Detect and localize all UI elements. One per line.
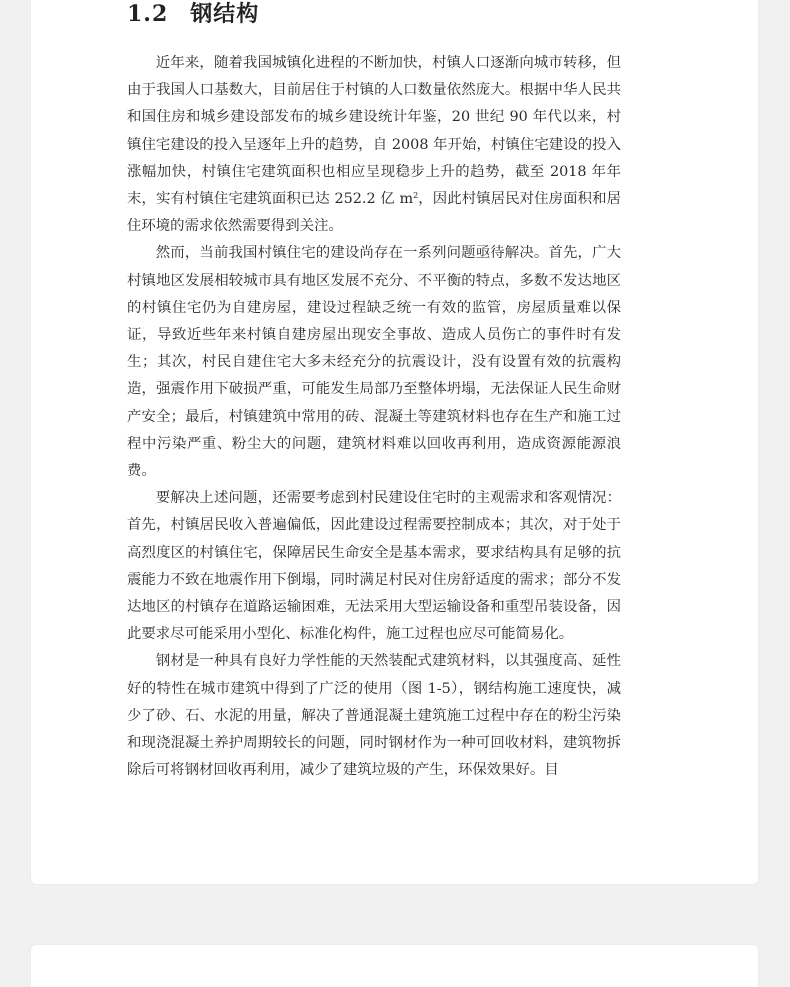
- paragraph: 然而，当前我国村镇住宅的建设尚存在一系列问题亟待解决。首先，广大村镇地区发展相较城市具有地区发展不充分、不平衡的特点，多数不发达地区的村镇住宅仍为自建房屋，建设过程缺乏统一有效的监管，房屋质量难以保证，导致近些年来村镇自建房屋出现安全事故、造成人员伤亡的事件时有发生；其次，村民自建住宅大多未经充分的抗震设计，没有设置有效的抗震构造，强震作用下破损严重，可能发生局部乃至整体坍塌，无法保证人民生命财产安全；最后，村镇建筑中常用的砖、混凝土等建筑材料也存在生产和施工过程中污染严重、粉尘大的问题，建筑材料难以回收再利用，造成资源能源浪费。: [127, 245, 621, 480]
- paragraph: 钢材是一种具有良好力学性能的天然装配式建筑材料，以其强度高、延性好的特性在城市建筑中得到了广泛的使用（图 1-5），钢结构施工速度快，减少了砂、石、水泥的用量，解决了普通混凝土建筑施工过程中存在的粉尘污染和现浇混凝土养护周期较长的问题，同时钢材作为一种可回收材料，建筑物拆除后可将钢材回收再利用，减少了建筑垃圾的产生，环保效果好。目: [127, 653, 621, 779]
- section-title: 钢结构: [190, 1, 260, 27]
- section-number: 1.2: [127, 1, 169, 27]
- paragraph-text-tail: ，因此村镇居民对住房面积和居住环境的需求依然需要得到关注。: [127, 191, 621, 235]
- superscript: 2: [413, 191, 419, 201]
- document-page: [30, 0, 759, 885]
- section-heading: [127, 0, 259, 28]
- paragraph-text: 近年来，随着我国城镇化进程的不断加快，村镇人口逐渐向城市转移，但由于我国人口基数大，目前居住于村镇的人口数量依然庞大。根据中华人民共和国住房和城乡建设部发布的城乡建设统计年鉴，20 世纪 90 年代以来，村镇住宅建设的投入呈逐年上升的趋势，自 2008 年开始，村镇住宅建设的投入涨幅加快，村镇住宅建筑面积也相应呈现稳步上升的趋势，截至 2018 年年末，实有村镇住宅建筑面积已达 252.2 亿 m: [127, 55, 621, 208]
- paragraph: 要解决上述问题，还需要考虑到村民建设住宅时的主观需求和客观情况：首先，村镇居民收入普遍偏低，因此建设过程需要控制成本；其次，对于处于高烈度区的村镇住宅，保障居民生命安全是基本需求，要求结构具有足够的抗震能力不致在地震作用下倒塌，同时满足村民对住房舒适度的需求；部分不发达地区的村镇存在道路运输困难，无法采用大型运输设备和重型吊装设备，因此要求尽可能采用小型化、标准化构件，施工过程也应尽可能简易化。: [127, 490, 621, 643]
- paragraph: [127, 50, 621, 240]
- next-document-page: [30, 944, 759, 987]
- body-text: [127, 50, 621, 784]
